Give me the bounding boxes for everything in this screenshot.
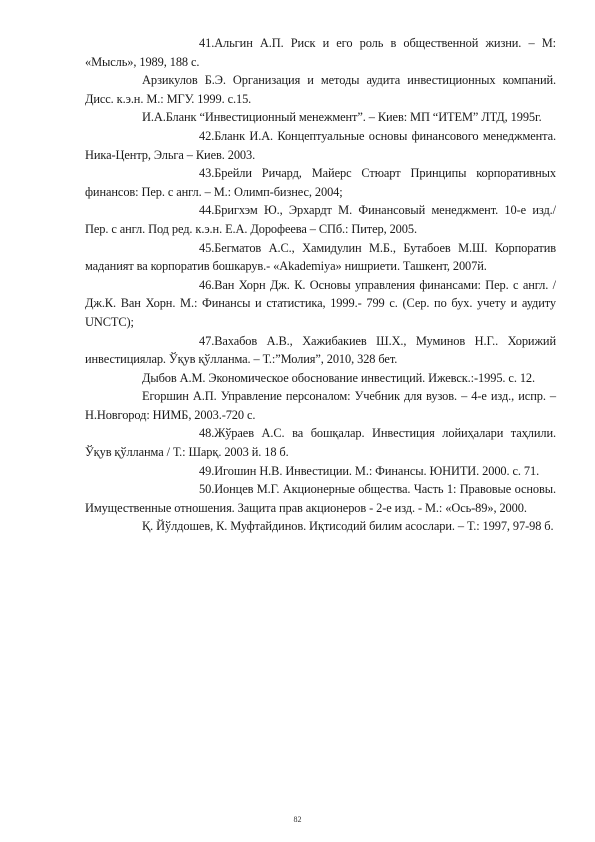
entry-number: 46.	[199, 277, 215, 292]
entry-text: И.А.Бланк “Инвестиционный менежмент”. – Киев: МП “ИТЕМ” ЛТД, 1995г.	[142, 110, 542, 125]
bibliography-entry	[85, 108, 556, 127]
entry-text: Игошин Н.В. Инвестиции. М.: Финансы. ЮНИТИ. 2000. с. 71.	[214, 463, 540, 478]
entry-text: Ван Хорн Дж. К. Основы управления финансами: Пер. с англ. / Дж.К. Ван Хорн. М.: Финансы и статистика, 1999.- 799 с. (Сер. по бух. учету и аудиту UNCTC);	[85, 277, 556, 329]
entry-text: Арзикулов Б.Э. Организация и методы аудита инвестиционных компаний. Дисс. к.э.н. М.: МГУ. 1999. с.15.	[85, 73, 556, 106]
bibliography-entry	[85, 369, 556, 388]
entry-number: 41.	[199, 36, 215, 50]
entry-number: 45.	[199, 240, 215, 255]
bibliography-entry	[85, 164, 556, 201]
bibliography-entry	[85, 387, 556, 424]
entry-text: Бегматов А.С., Хамидулин М.Б., Бутабоев М.Ш. Корпоратив маданият ва корпоратив бошкарув.- «Akademiya» нишриети. Ташкент, 2007й.	[85, 240, 556, 274]
entry-text: Альгин А.П. Риск и его роль в общественной жизни. – М: «Мысль», 1989, 188 с.	[85, 36, 556, 69]
bibliography-entry	[85, 480, 556, 517]
bibliography-entry	[85, 517, 556, 536]
entry-text: Вахабов А.В., Хажибакиев Ш.Х., Муминов Н.Г.. Хорижий инвестициялар. Ўқув қўлланма. – Т.:”Молия”, 2010, 328 бет.	[85, 333, 556, 367]
bibliography-entry	[85, 239, 556, 276]
bibliography-entry	[85, 462, 556, 481]
bibliography-entry	[85, 127, 556, 164]
entry-text: Егоршин А.П. Управление персоналом: Учебник для вузов. – 4-е изд., испр. – Н.Новгород: НИМБ, 2003.-720 с.	[85, 389, 556, 422]
bibliography-entry	[85, 201, 556, 238]
bibliography-list	[85, 34, 556, 536]
entry-text: Брейли Ричард, Майерс Стюарт Принципы корпоративных финансов: Пер. с англ. – М.: Олимп-бизнес, 2004;	[85, 166, 556, 199]
entry-text: Дыбов А.М. Экономическое обоснование инвестиций. Ижевск.:-1995. с. 12.	[142, 370, 536, 385]
bibliography-entry	[85, 71, 556, 108]
entry-number: 43.	[199, 166, 215, 181]
entry-number: 42.	[199, 128, 215, 143]
entry-text: Бланк И.А. Концептуальные основы финансового менеджмента. Ника-Центр, Эльга – Киев. 2003.	[85, 128, 556, 162]
entry-number: 50.	[199, 482, 215, 497]
entry-text: Бригхэм Ю., Эрхардт М. Финансовый менеджмент. 10-е изд./ Пер. с англ. Под ред. к.э.н. Е.А. Дорофеева – СПб.: Питер, 2005.	[85, 203, 556, 236]
bibliography-entry	[85, 276, 556, 332]
entry-number: 47.	[199, 333, 215, 348]
entry-number: 44.	[199, 203, 215, 218]
entry-text: Қ. Йўлдошев, К. Муфтайдинов. Иқтисодий билим асослари. – Т.: 1997, 97-98 б.	[142, 519, 554, 534]
entry-text: Жўраев А.С. ва бошқалар. Инвестиция лойиҳалари таҳлили. Ўқув қўлланма / Т.: Шарқ. 2003 й. 18 б.	[85, 426, 556, 460]
page-number: 82	[293, 815, 302, 824]
entry-text: Ионцев М.Г. Акционерные общества. Часть 1: Правовые основы. Имущественные отношения. Защита прав акционеров - 2-е изд. - М.: «Ось-89», 2000.	[85, 482, 556, 515]
bibliography-entry	[85, 332, 556, 369]
bibliography-entry	[85, 34, 556, 71]
entry-number: 49.	[199, 463, 215, 478]
bibliography-entry	[85, 424, 556, 461]
entry-number: 48.	[199, 426, 215, 441]
